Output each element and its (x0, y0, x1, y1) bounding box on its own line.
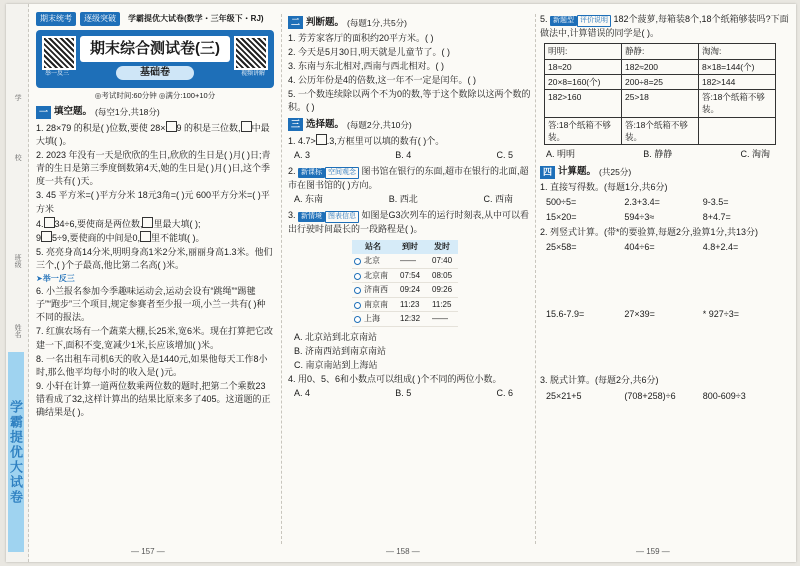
section-note: (每题2分,共10分) (347, 119, 412, 130)
question: 3. 新情境 图表信息 如图是G3次列车的运行时刻表,从中可以看出行驶时间最长的一段路程是( )。 (288, 210, 530, 235)
series-title: 学霸提优大试卷(数学・三年级下・RJ) (128, 14, 264, 23)
question: 6. 小兰报名参加今季趣味运动会,运动会设有“跳绳”“踢毽子”“跑步”三个项目,规定参赛者至少报一项,小兰一共有( )种不同的报法。 (36, 286, 266, 323)
column-middle (288, 12, 533, 403)
spine-mark: 校 (14, 154, 22, 161)
calc-row: 25×58= 404÷6= 4.8+2.4= (546, 242, 739, 253)
option[interactable]: A. 东南 (294, 194, 324, 205)
option[interactable]: C. 淘淘 (740, 149, 770, 160)
question: 2. 新课标 空间观念 图书馆在银行的东面,超市在银行的北面,超市在图书馆的( )方向。 (288, 165, 529, 191)
question: 5. 亮亮身高14分米,明明身高1米2分米,丽丽身高1.3米。他们三个,( )个子最高,他比第二名高( )米。 (36, 246, 273, 270)
spine-mark: 班级 (14, 254, 22, 268)
page-number: — 158 — (386, 547, 420, 557)
table-row: 济南西 09:24 09:26 (352, 283, 458, 298)
option[interactable]: B. 济南西站到南京南站 (294, 345, 387, 356)
section-number: 三 (288, 118, 303, 131)
hint-label: ➤举一反三 (36, 273, 75, 283)
exam-meta: ◎考试时间:60分钟 ◎满分:100+10分 (94, 90, 216, 100)
question: 8. 一名出租车司机6天的收入是1440元,如果他每天工作8小时,那么他平均每小时的收入是( )元。 (36, 353, 268, 377)
option[interactable]: A. 4 (294, 388, 311, 399)
option[interactable]: B. 5 (395, 388, 412, 399)
spine-mark: 姓名 (14, 324, 22, 338)
option[interactable]: B. 4 (395, 149, 412, 160)
section-header (288, 16, 533, 30)
table-row: 北京 —— 07:40 (352, 254, 458, 268)
table-row: 182>160 25>18 答:18个纸箱不够装。 (545, 90, 776, 118)
option[interactable]: C. 南京南站到上海站 (294, 359, 378, 370)
work-space[interactable] (540, 256, 790, 306)
blank-box[interactable] (44, 217, 55, 228)
work-space[interactable] (540, 323, 790, 373)
question: 1. 直接写得数。(每题1分,共6分) (540, 182, 668, 193)
option[interactable]: B. 西北 (388, 194, 418, 205)
section-number: 一 (36, 106, 51, 119)
blank-box[interactable] (140, 231, 151, 242)
table-row: 20×8=160(个) 200÷8=25 182>144 (545, 74, 776, 89)
section-title: 计算题。 (558, 166, 597, 178)
options (294, 193, 533, 206)
options (546, 148, 790, 161)
blank-box[interactable] (142, 217, 153, 228)
section-header (36, 105, 274, 119)
question: 1. 4.7> .3,方框里可以填的数有( )个。 (288, 135, 445, 146)
question: 4. 公历年份是4的倍数,这一年不一定是闰年。( ) (288, 74, 477, 85)
section-note: (每空1分,共18分) (95, 107, 160, 118)
options (294, 149, 533, 162)
option[interactable]: B. 静静 (643, 149, 673, 160)
question: 3. 东南与东北相对,西南与西北相对。( ) (288, 60, 445, 71)
comparison-table: 明明: 静静: 淘淘: 18≈20 182≈200 8×18=144(个) 20×8=160(个) 200÷8=25 182>144 182>160 25>18 答:18个纸箱不够装。 答:18个纸箱不够装。 答:18个纸箱不够装。 (544, 43, 776, 145)
page-number: — 159 — (636, 547, 670, 557)
question: 1. 芳芳家客厅的面积约20平方米。( ) (288, 32, 434, 43)
calc-row: 15×20= 594÷3≈ 8+4.7= (546, 212, 731, 223)
section-number: 二 (288, 16, 303, 29)
section-header (288, 118, 533, 132)
spine-mark: 学 (14, 94, 22, 101)
column-left (36, 12, 274, 420)
question: 5. 新题型 评价说明 182个菠萝,每箱装8个,18个纸箱够装吗?下面做法中,计算错误的同学是( )。 (540, 14, 789, 39)
question: 5. 一个数连续除以两个不为0的数,等于这个数除以这两个数的积。( ) (288, 88, 531, 112)
badge-right: 逐级突破 (80, 12, 120, 26)
question: 2. 列竖式计算。(带*的要验算,每题2分,验算1分,共13分) (540, 227, 759, 238)
option[interactable]: C. 6 (496, 388, 513, 399)
table-row: 答:18个纸箱不够装。 答:18个纸箱不够装。 (545, 117, 776, 145)
question: 1. 28×79 的积是( )位数,要使 28× 9 的积是三位数, 中最大填( )。 (36, 123, 270, 147)
page-number: — 157 — (131, 547, 165, 557)
section-title: 判断题。 (306, 17, 345, 28)
section-title: 填空题。 (54, 106, 93, 118)
table-row: 南京南 11:23 11:25 (352, 297, 458, 312)
qr-code-icon (234, 36, 268, 70)
question: 9. 小轩在计算一道两位数乘两位数的题时,把第二个乘数23错看成了32,这样计算出的结果比原来多了405。这道题的正确结果是( )。 (36, 380, 271, 417)
train-schedule-table: 站名 到时 发时 北京 —— 07:40 北京南 07:54 08:05 济南西 09:24 09:26 南京南 11:23 11:25 上海 12:32 —— (352, 240, 458, 327)
question: 7. 红旗农场有一个蔬菜大棚,长25米,宽6米。现在打算把它改建一下,面积不变,宽减少1米,长应该增加( )米。 (36, 326, 274, 350)
question: 4. 34÷6,要使商是两位数, 里最大填( ); 9 5÷9,要使商的中间是0, 里不能填( )。 (36, 218, 205, 243)
section-note: (每题1分,共5分) (347, 17, 408, 28)
section-note: (共25分) (599, 167, 632, 178)
spine-band: 学霸提优大试卷 (8, 352, 24, 552)
option[interactable]: C. 西南 (483, 194, 513, 205)
blank-box[interactable] (316, 134, 327, 145)
exam-paper (6, 4, 796, 562)
blank-box[interactable] (41, 231, 52, 242)
question: 3. 脱式计算。(每题2分,共6分) (540, 375, 659, 386)
page-title: 期末综合测试卷(三) (80, 36, 230, 62)
page-subtitle: 基础卷 (116, 66, 194, 81)
qr-caption: 视频讲解 (240, 70, 265, 77)
option[interactable]: A. 3 (294, 149, 311, 160)
options (294, 387, 533, 400)
table-row: 上海 12:32 —— (352, 312, 458, 327)
question: 3. 45 平方米=( )平方分米 18元3角=( )元 600平方分米=( )平方米 (36, 190, 270, 214)
option[interactable]: A. 明明 (546, 149, 576, 160)
question: 4. 用0、5、6和小数点可以组成( )个不同的两位小数。 (288, 374, 502, 385)
header-strip (36, 12, 274, 26)
binding-spine (6, 4, 29, 562)
calc-row: 500÷5= 2.3+3.4= 9-3.5= (546, 197, 729, 208)
qr-code-icon (42, 36, 76, 70)
table-row: 北京南 07:54 08:05 (352, 268, 458, 283)
section-number: 四 (540, 166, 555, 179)
calc-row: 25×21+5 (708+258)÷6 800-609÷3 (546, 390, 746, 401)
badge-left: 期末统考 (36, 12, 76, 26)
title-box (36, 30, 274, 88)
blank-box[interactable] (166, 121, 177, 132)
calc-row: 15.6-7.9= 27×39= * 927÷3= (546, 309, 740, 320)
question: 2. 2023 年没有一天是欣欣的生日,欣欣的生日是( )月( )日;青青的生日是第三季度倒数第4天,她的生日是( )月( )日,这个季度一共有( )天。 (36, 150, 271, 187)
option[interactable]: A. 北京站到北京南站 (294, 331, 378, 342)
option[interactable]: C. 5 (496, 149, 513, 160)
table-row: 18≈20 182≈200 8×18=144(个) (545, 59, 776, 74)
section-title: 选择题。 (306, 119, 345, 131)
blank-box[interactable] (241, 121, 252, 132)
question: 2. 今天是5月30日,明天就是儿童节了。( ) (288, 46, 451, 57)
qr-caption: 举一反三 (44, 70, 69, 77)
column-right (540, 12, 790, 405)
section-header (540, 165, 790, 179)
